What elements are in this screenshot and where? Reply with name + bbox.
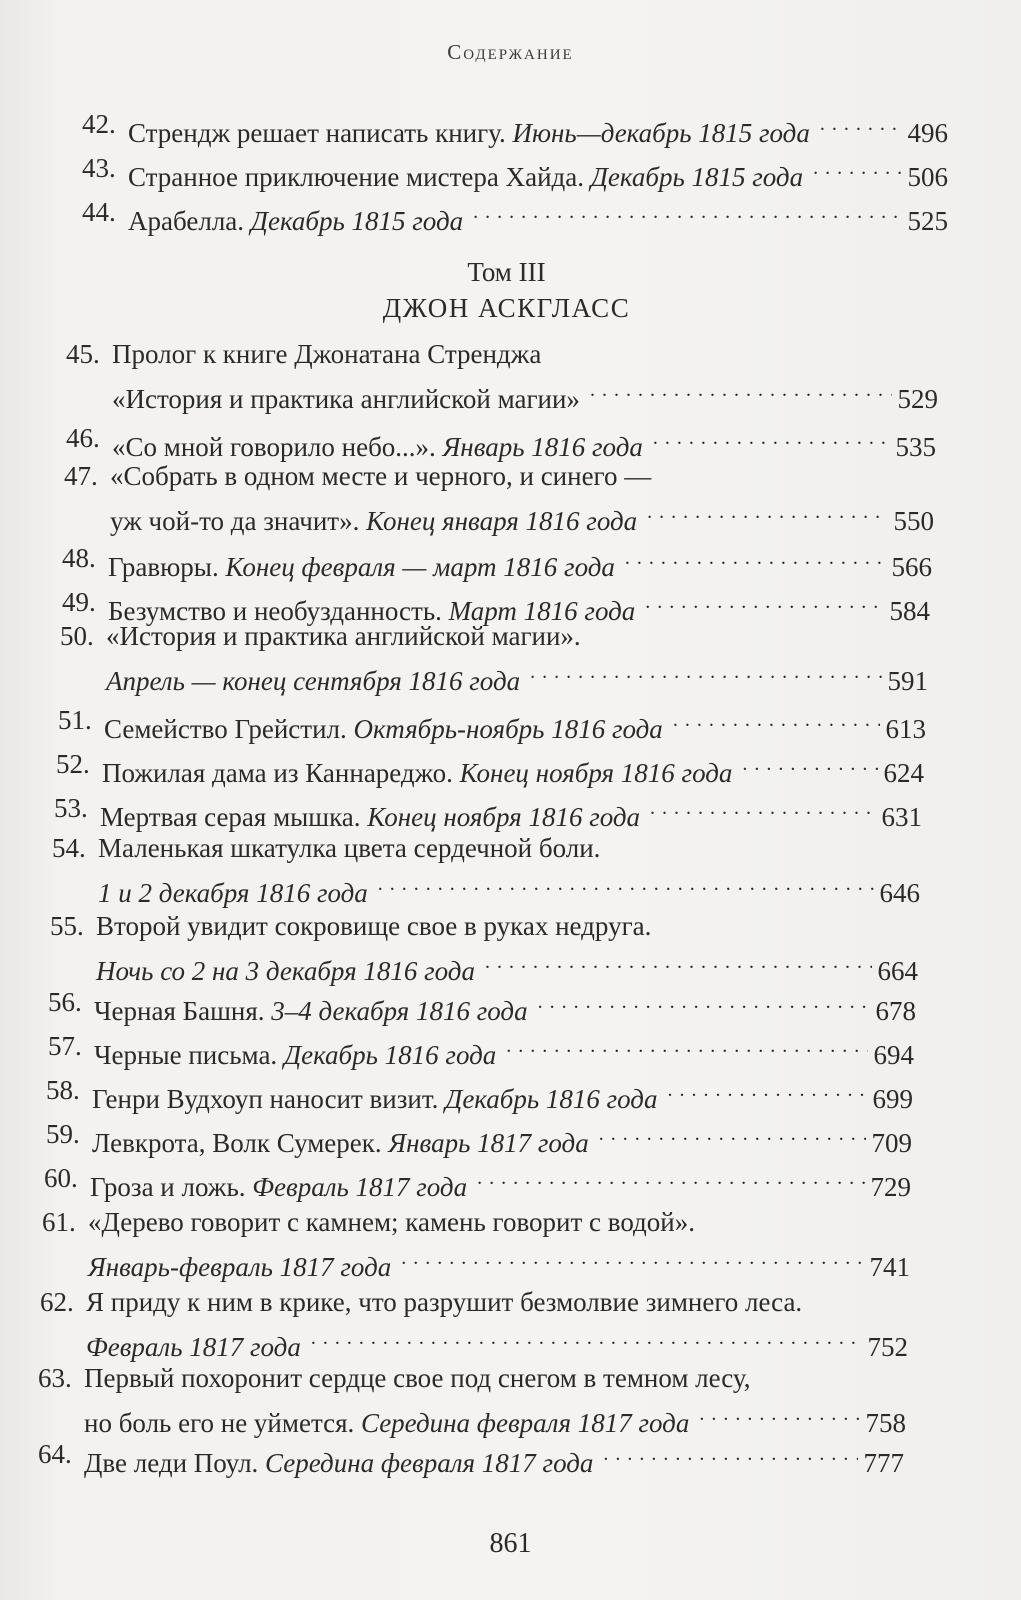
entry-date: Ночь со 2 на 3 декабря 1816 года [96, 956, 475, 986]
toc-entry[interactable] [54, 790, 922, 835]
dot-leader [813, 150, 901, 186]
dot-leader [538, 984, 870, 1020]
entry-body [106, 618, 928, 699]
entry-body [96, 908, 918, 989]
entry-page-number: 529 [897, 384, 938, 414]
entry-last-line [94, 984, 916, 1029]
entry-number: 45. [66, 339, 100, 369]
entry-page-number: 777 [863, 1448, 904, 1478]
entry-text [84, 1445, 593, 1481]
entry-number: 64. [38, 1439, 72, 1469]
entry-title-line: Первый похоронит сердце свое под снегом в темном лесу, [84, 1363, 751, 1393]
dot-leader [506, 1028, 867, 1064]
entry-last-line [94, 1028, 914, 1073]
entry-body [108, 540, 932, 585]
entry-last-line [92, 1116, 912, 1161]
entry-date: Конец января 1816 года [366, 506, 638, 536]
entry-last-line [128, 194, 948, 239]
entry-text [90, 1169, 467, 1205]
entry-body [104, 702, 926, 747]
entry-title: Гроза и ложь. [90, 1172, 246, 1202]
entry-number: 53. [54, 793, 88, 823]
entry-title-line: Второй увидит сокровище свое в руках недруга. [96, 911, 652, 941]
entry-title: Левкрота, Волк Сумерек. [92, 1128, 382, 1158]
entry-title: Семейство Грейстил. [104, 714, 347, 744]
entry-number: 57. [48, 1031, 82, 1061]
entry-page-number: 741 [869, 1252, 910, 1282]
entry-number: 61. [42, 1207, 76, 1237]
entry-body [88, 1204, 910, 1285]
entry-date: 3–4 декабря 1816 года [271, 996, 528, 1026]
entry-last-line [92, 1072, 913, 1117]
dot-leader [742, 746, 877, 782]
dot-leader [311, 1320, 862, 1356]
entry-date: Октябрь-ноябрь 1816 года [353, 714, 663, 744]
entry-body [92, 1116, 912, 1161]
volume-label: Том III [467, 257, 546, 287]
entry-page-number: 694 [873, 1040, 914, 1070]
entry-body [84, 1436, 904, 1481]
entry-number: 44. [82, 197, 116, 227]
entry-date: Июнь—декабрь 1815 года [512, 118, 810, 148]
volume-heading [0, 254, 1017, 326]
toc-entry[interactable] [48, 984, 916, 1029]
entry-last-line [100, 790, 922, 835]
toc-entry[interactable] [56, 746, 924, 791]
entry-text [92, 1125, 589, 1161]
entry-number: 50. [60, 621, 94, 651]
entry-page-number: 613 [885, 714, 926, 744]
entry-page-number: 584 [889, 596, 930, 626]
entry-body [86, 1284, 908, 1365]
entry-number: 49. [62, 587, 96, 617]
dot-leader [378, 866, 874, 902]
dot-leader [673, 702, 880, 738]
entry-title: Мертвая серая мышка. [100, 802, 361, 832]
volume-title: ДЖОН АСКГЛАСС [382, 293, 631, 323]
entry-page-number: 496 [907, 118, 948, 148]
entry-text [112, 381, 580, 417]
entry-body [90, 1160, 911, 1205]
entry-page-number: 758 [865, 1408, 906, 1438]
entry-date: Февраль 1817 года [252, 1172, 468, 1202]
entry-page-number: 646 [879, 878, 920, 908]
entry-text [128, 203, 463, 239]
entry-title: Безумство и необузданность. [108, 596, 442, 626]
entry-text [108, 549, 615, 585]
entry-date: Январь-февраль 1817 года [88, 1252, 392, 1282]
dot-leader [820, 106, 902, 142]
dot-leader [603, 1436, 857, 1472]
running-head: Содержание [447, 40, 574, 64]
entry-body [102, 746, 924, 791]
entry-page-number: 729 [870, 1172, 911, 1202]
dot-leader [650, 790, 875, 826]
entry-body [84, 1360, 906, 1441]
toc-entry[interactable] [58, 702, 926, 747]
entry-number: 42. [82, 109, 116, 139]
entry-last-line [98, 866, 920, 911]
entry-body [128, 106, 948, 151]
entry-last-line [128, 150, 948, 195]
entry-number: 63. [38, 1363, 72, 1393]
toc-entry[interactable] [64, 458, 934, 539]
entry-number: 43. [82, 153, 116, 183]
entry-title-line: «История и практика английской магии». [106, 621, 581, 651]
entry-title-line: Маленькая шкатулка цвета сердечной боли. [98, 833, 601, 863]
entry-last-line [106, 654, 928, 699]
toc-entry[interactable] [42, 1204, 910, 1285]
entry-page-number: 699 [872, 1084, 913, 1114]
entry-body [112, 336, 938, 417]
entry-last-line [104, 702, 926, 747]
toc-entry[interactable] [82, 194, 948, 239]
entry-body [110, 458, 934, 539]
entry-page-number: 566 [891, 552, 932, 582]
dot-leader [477, 1160, 864, 1196]
toc-entry[interactable] [60, 618, 928, 699]
entry-date: Декабрь 1816 года [445, 1084, 658, 1114]
entry-number: 62. [40, 1287, 74, 1317]
entry-title: но боль его не уймется. [84, 1408, 355, 1438]
entry-date: Середина февраля 1817 года [361, 1408, 690, 1438]
dot-leader [699, 1396, 859, 1432]
toc-entry[interactable] [62, 540, 932, 585]
entry-text [110, 503, 637, 539]
entry-body [128, 194, 948, 239]
entry-last-line [112, 372, 938, 417]
entry-title: Гравюры. [108, 552, 219, 582]
toc-entry[interactable] [44, 1160, 911, 1205]
dot-leader [599, 1116, 866, 1152]
entry-number: 47. [64, 461, 98, 491]
entry-title-line: «Собрать в одном месте и черного, и синего — [110, 461, 652, 491]
entry-text [128, 159, 803, 195]
entry-page-number: 631 [881, 802, 922, 832]
entry-date: Декабрь 1816 года [283, 1040, 497, 1070]
entry-text [98, 875, 368, 911]
toc-entry[interactable] [82, 150, 948, 195]
entry-body [100, 790, 922, 835]
entry-text [128, 115, 810, 151]
dot-leader [645, 584, 883, 620]
entry-last-line [90, 1160, 911, 1205]
entry-text [102, 755, 732, 791]
dot-leader [625, 540, 886, 576]
toc-entry[interactable] [50, 908, 918, 989]
entry-last-line [102, 746, 924, 791]
entry-page-number: 678 [875, 996, 916, 1026]
entry-date: Середина февраля 1817 года [265, 1448, 594, 1478]
entry-date: Декабрь 1815 года [590, 162, 804, 192]
entry-date: Январь 1816 года [442, 432, 643, 462]
entry-date: Конец ноября 1816 года [367, 802, 641, 832]
toc-entry[interactable] [38, 1436, 904, 1481]
entry-body [128, 150, 948, 195]
entry-page-number: 664 [877, 956, 918, 986]
entry-title: Странное приключение мистера Хайда. [128, 162, 584, 192]
entry-body [98, 830, 920, 911]
toc-entry[interactable] [48, 1028, 914, 1073]
entry-number: 51. [58, 705, 92, 735]
entry-text [104, 711, 663, 747]
entry-number: 59. [46, 1119, 80, 1149]
entry-title: «Со мной говорило небо...». [112, 432, 436, 462]
entry-date: Март 1816 года [448, 596, 636, 626]
entry-body [94, 984, 916, 1029]
entry-text [94, 993, 528, 1029]
entry-title: Арабелла. [128, 206, 245, 236]
entry-number: 56. [48, 987, 82, 1017]
toc-entry[interactable] [40, 1284, 908, 1365]
entry-body [92, 1072, 913, 1117]
entry-title: Пожилая дама из Каннареджо. [102, 758, 453, 788]
entry-text [92, 1081, 657, 1117]
entry-number: 58. [46, 1075, 80, 1105]
entry-number: 54. [52, 833, 86, 863]
entry-date: 1 и 2 декабря 1816 года [98, 878, 368, 908]
dot-leader [667, 1072, 866, 1108]
dot-leader [485, 944, 872, 980]
entry-last-line [108, 540, 932, 585]
entry-last-line [84, 1436, 904, 1481]
entry-title-line: «Дерево говорит с камнем; камень говорит с водой». [88, 1207, 695, 1237]
dot-leader [530, 654, 881, 690]
entry-title: уж чой-то да значит». [110, 506, 360, 536]
dot-leader [473, 194, 901, 230]
entry-text [88, 1249, 391, 1285]
entry-text [94, 1037, 496, 1073]
entry-number: 60. [44, 1163, 78, 1193]
entry-page-number: 535 [895, 432, 936, 462]
toc-entry[interactable] [46, 1116, 912, 1161]
entry-number: 52. [56, 749, 90, 779]
entry-last-line [84, 1396, 906, 1441]
page-number-footer: 861 [489, 1528, 532, 1559]
entry-body [94, 1028, 914, 1073]
entry-date: Конец ноября 1816 года [459, 758, 733, 788]
toc-entry[interactable] [66, 336, 938, 417]
dot-leader [401, 1240, 863, 1276]
dot-leader [590, 372, 892, 408]
entry-title-line: Я приду к ним в крике, что разрушит безмолвие зимнего леса. [86, 1287, 803, 1317]
entry-date: Февраль 1817 года [86, 1332, 301, 1362]
entry-title: Черные письма. [94, 1040, 278, 1070]
entry-title: Две леди Поул. [84, 1448, 259, 1478]
entry-date: Декабрь 1815 года [250, 206, 464, 236]
dot-leader [653, 420, 890, 456]
entry-page-number: 506 [907, 162, 948, 192]
entry-page-number: 525 [907, 206, 948, 236]
entry-date: Апрель — конец сентября 1816 года [106, 666, 521, 696]
entry-title: Генри Вудхоуп наносит визит. [92, 1084, 439, 1114]
entry-title: Стрендж решает написать книгу. [128, 118, 506, 148]
entry-last-line [88, 1240, 910, 1285]
entry-title: «История и практика английской магии» [112, 384, 580, 414]
entry-page-number: 550 [893, 506, 934, 536]
toc-entry[interactable] [46, 1072, 913, 1117]
entry-number: 55. [50, 911, 84, 941]
dot-leader [647, 494, 887, 530]
toc-entry[interactable] [52, 830, 920, 911]
entry-number: 48. [62, 543, 96, 573]
toc-entry[interactable] [38, 1360, 906, 1441]
entry-date: Январь 1817 года [388, 1128, 589, 1158]
entry-last-line [86, 1320, 908, 1365]
entry-title: Черная Башня. [94, 996, 265, 1026]
entry-page-number: 624 [883, 758, 924, 788]
entry-page-number: 591 [887, 666, 928, 696]
entry-last-line [110, 494, 934, 539]
entry-last-line [128, 106, 948, 151]
entry-number: 46. [66, 423, 100, 453]
entry-title-line: Пролог к книге Джонатана Стренджа [112, 339, 542, 369]
entry-page-number: 709 [871, 1128, 912, 1158]
toc-entry[interactable] [82, 106, 948, 151]
entry-last-line [96, 944, 918, 989]
entry-text [106, 663, 520, 699]
entry-date: Конец февраля — март 1816 года [225, 552, 615, 582]
entry-page-number: 752 [867, 1332, 908, 1362]
